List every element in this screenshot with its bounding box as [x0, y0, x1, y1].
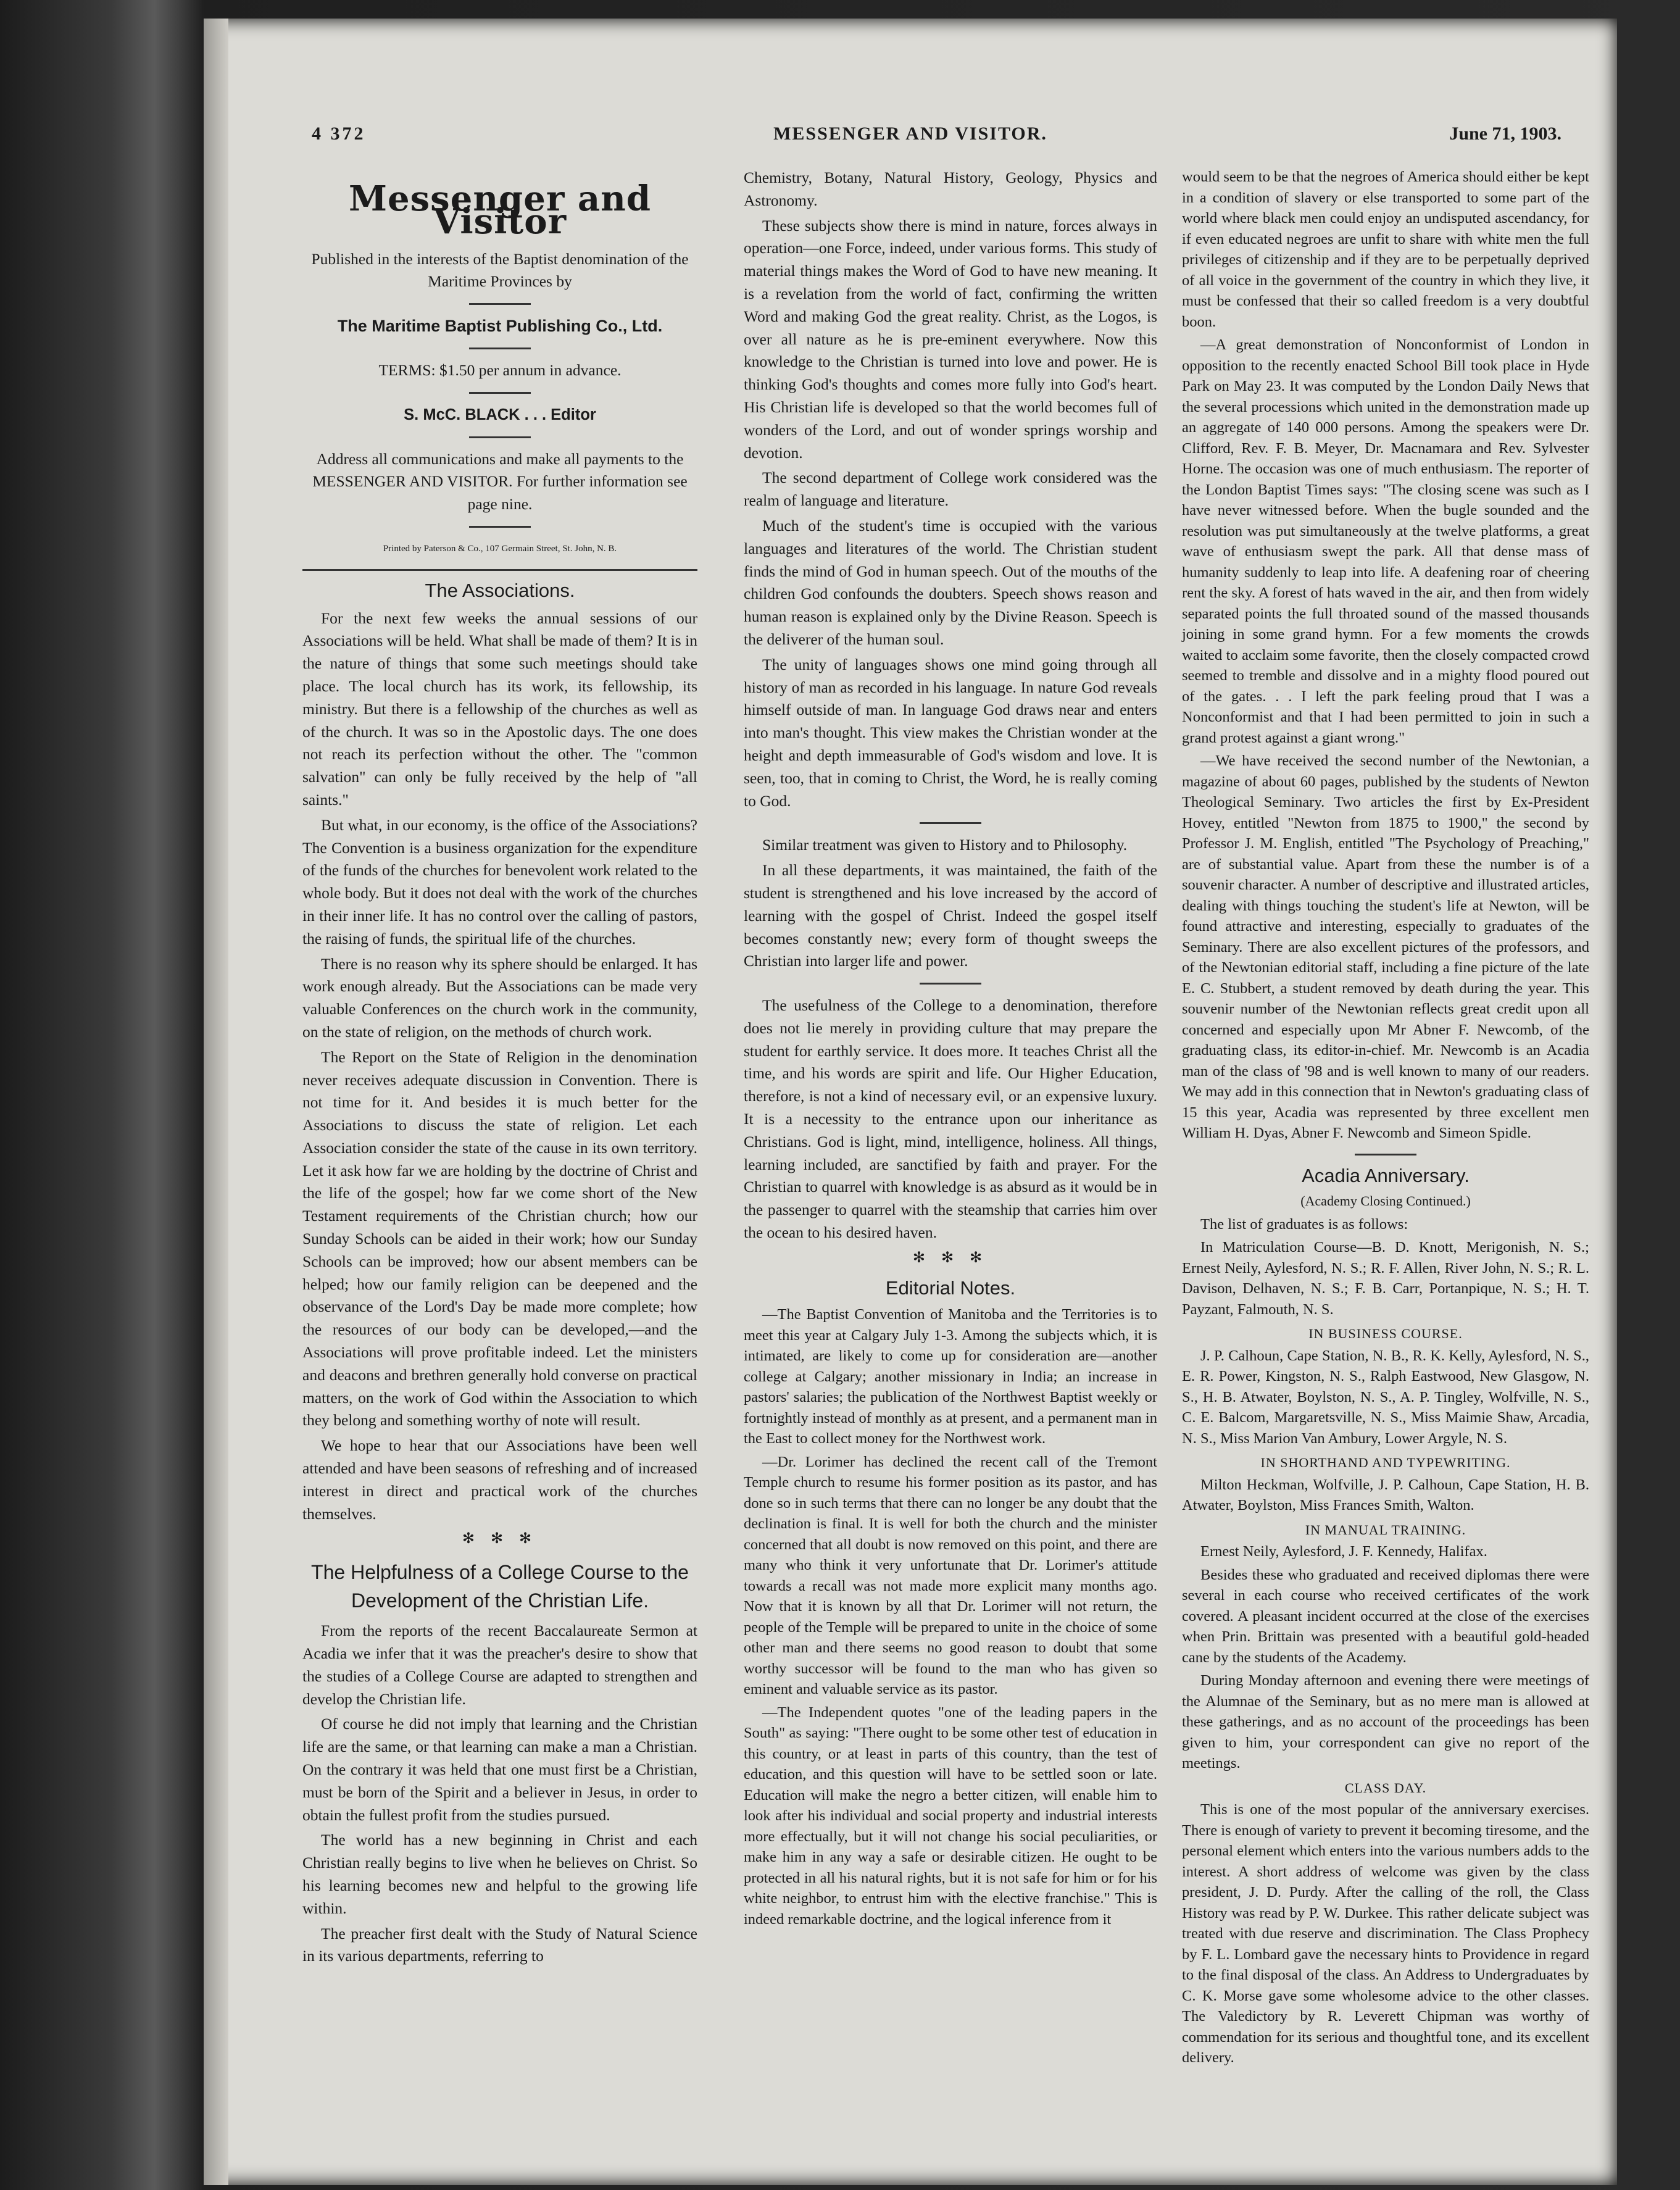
article-paragraph: The world has a new beginning in Christ and each Christian really begins to live when he believes on Christ. So his learning becomes new and helpful to the growing life within.: [302, 1831, 697, 1917]
article-paragraph: For the next few weeks the annual sessions of our Associations will be held. What shall be made of them? It is in the nature of things that some such meetings should take place. The local church has its work, its fellowship, its ministry. But there is a fellowship of the churches as well as of the church. It was so in the Apostolic days. The one does not reach its perfection without the other. The "common salvation" can only be fully received by the help of "all saints.": [302, 609, 697, 809]
subheading-academy-closing: (Academy Closing Continued.): [1300, 1193, 1471, 1209]
paper-title: Messenger and Visitor: [349, 178, 651, 242]
article-paragraph: Besides these who graduated and received diplomas there were several in each course who received certificates of the work covered. A pleasant incident occurred at the close of the exercises when Prin. Brittain was presented with a beautiful gold-headed cane by the students of the Academy.: [1182, 1566, 1589, 1666]
short-rule: [1355, 1154, 1416, 1155]
editorial-note: —A great demonstration of Nonconformist of London in opposition to the recently enacted School Bill took place in Hyde Park on May 23. It was computed by the London Daily News that the several processions which united in the demonstration made up an aggregate of 140 000 persons. Among the speakers were Dr. Clifford, Rev. F. B. Meyer, Dr. Macnamara and Rev. Sylvester Horne. The occasion was one of much enthusiasm. The reporter of the London Baptist Times says: "The closing scene was such as I have never witnessed before. When the bugle sounded and the resolution was put simultaneously at the twelve platforms, a great wave of enthusiasm swept the park. All that dense mass of humanity suddenly to leap into life. A deafening roar of cheering rent the sky. A forest of hats waved in the air, and then from widely separated points the full throated sound of the massed thousands joining in some grand hymn. For a few moments the crowds waited to acclaim some favorite, then the closely compacted crowd seemed to tremble and dissolve and in a mighty flood poured out of the gates. . . I left the park feeling proud that I was a Nonconformist and that I had been permitted to join in such a grand protest against a giant wrong.": [1182, 336, 1589, 746]
editorial-note: would seem to be that the negroes of America should either be kept in a condition of slavery or else transported to some part of the world where black men could enjoy an undisputed ascendancy, for if even educated negroes are unfit to share with white men the full privileges of citizenship and if they are to be perpetually deprived of all voice in the government of the country in which they live, it must be confessed that their so called freedom is a very doubtful boon.: [1182, 169, 1589, 330]
article-paragraph: The second department of College work considered was the realm of language and literature.: [744, 468, 1157, 510]
article-paragraph: These subjects show there is mind in nature, forces always in operation—one Force, indeed, under various forms. This study of material things makes the Word of God to have new meaning. It is a revelation from the world of fact, confirming the written Word and making God the great reality. Christ, as the Logos, is over all nature as he is pre-eminent everywhere. Now this knowledge to the Christian is turned into love and power. He is thinking God's thoughts and comes more fully into God's heart. His Christian life is developed so that the world becomes full of wonders of the Lord, and out of wonder springs worship and devotion.: [744, 216, 1157, 462]
short-rule: [469, 303, 531, 305]
heading-college-course: The Helpfulness of a College Course to the Development of the Christian Life.: [311, 1561, 689, 1612]
short-rule: [469, 348, 531, 349]
editorial-notes: [744, 1304, 1157, 1930]
running-masthead: MESSENGER AND VISITOR.: [773, 123, 1047, 144]
page-header: [204, 123, 1617, 173]
article-paragraph: The list of graduates is as follows:: [1200, 1215, 1408, 1233]
graduates-list: In Matriculation Course—B. D. Knott, Merigonish, N. S.; Ernest Neily, Aylesford, N. S.; R. F. Allen, River John, N. S.; R. L. Davison, Delhaven, N. S.; F. B. Carr, Portanpique, N. S.; H. T. Payzant, Falmouth, N. S.: [1182, 1239, 1589, 1318]
printer-credit: Printed by Paterson & Co., 107 Germain Street, St. John, N. B.: [383, 543, 617, 554]
heading-editorial-notes: Editorial Notes.: [885, 1276, 1016, 1299]
short-rule: [920, 983, 981, 985]
heading-acadia-anniversary: Acadia Anniversary.: [1302, 1164, 1470, 1186]
course-subheading: IN SHORTHAND AND TYPEWRITING.: [1260, 1455, 1511, 1470]
article-paragraph: Much of the student's time is occupied with the various languages and literatures of the world. The Christian student finds the mind of God in human speech. Out of the mouths of the children God confounds the doubters. Speech shows reason and human reason is explained only by the Divine Reason. Speech is the deliverer of the human soul.: [744, 516, 1157, 648]
short-rule: [469, 436, 531, 438]
editor-line: S. McC. BLACK . . . Editor: [404, 406, 596, 423]
article-paragraph: In all these departments, it was maintained, the faith of the student is strengthened and his love increased by the accord of learning with the gospel of Christ. Indeed the gospel itself becomes constantly new; every form of thought sweeps the Christian into larger life and power.: [744, 861, 1157, 970]
publisher-name: The Maritime Baptist Publishing Co., Ltd.: [337, 317, 663, 336]
newspaper-page: [204, 19, 1617, 2185]
article-paragraph: This is one of the most popular of the anniversary exercises. There is enough of variety to prevent it becoming tiresome, and the personal element which enters into the various numbers adds to the interest. A short address of welcome was given by the class president, J. D. Purdy. After the calling of the roll, the Class History was read by P. W. Durkee. This rather delicate subject was treated with due reserve and discrimination. The Class Prophecy by F. L. Lombard gave the necessary hints to Providence in regard to the final disposal of the class. An Address to Undergraduates by C. K. Morse gave some wholesome advice to the other classes. The Valedictory by R. Leverett Chipman was worthy of commendation for its serious and thoughtful tone, and its excellent delivery.: [1182, 1801, 1589, 2066]
article-paragraph: The Report on the State of Religion in the denomination never receives adequate discussion in Convention. There is not time for it. And besides it is much better for the Associations to discuss the state of religion. Let each Association consider the state of the cause in its own territory. Let it ask how far we are holding by the doctrine of Christ and the life of the gospel; how far we come short of the New Testament requirements of the Christian church; how our Sunday Schools can be aided in their work; how our Sunday Schools can be improved; how our absent members can be helped; how our family religion can be deepened and the observance of the Lord's Day be made more complete; how the resources of our body can be developed,—and the Associations will prove profitable indeed. Let the ministers and deacons and brethren generally hold converse on practical matters, on the work of God within the Association to which they belong and something worthy of note will result.: [302, 1047, 697, 1430]
editorial-note: —Dr. Lorimer has declined the recent call of the Tremont Temple church to resume his former position as its pastor, and has done so in such terms that there can no longer be any doubt that the declination is final. It is well for both the church and the minister concerned that all doubt is now removed on this point, and there are many who think it very unfortunate that Dr. Lorimer's attitude towards a recall was not made more explicit many months ago. Now that it is known by all that Dr. Lorimer will not return, the people of the Temple will be prepared to unite in the choice of some other man and there seems no good reason to doubt that some worthy successor will be found to the man who has given so eminent and valuable service as its pastor.: [744, 1453, 1157, 1698]
short-rule: [469, 392, 531, 394]
course-subheading: IN MANUAL TRAINING.: [1305, 1522, 1466, 1538]
editorial-note: —The Baptist Convention of Manitoba and the Territories is to meet this year at Calgary July 1-3. Among the subjects which, it is intimated, are likely to come up for consideration are—another college at Calgary; another missionary in India; an increase in pastors' salaries; the publication of the Northwest Baptist weekly or fortnightly instead of monthly as at present, and a permanent man in the East to collect money for the Northwest work.: [744, 1306, 1157, 1447]
graduates-list: Ernest Neily, Aylesford, J. F. Kennedy, Halifax.: [1200, 1543, 1487, 1560]
course-subheading: CLASS DAY.: [1344, 1780, 1427, 1796]
article-paragraph: During Monday afternoon and evening there were meetings of the Alumnae of the Seminary, but as no mere man is allowed at these gatherings, and as no account of the proceedings has been given to him, your correspondent can give no report of the meetings.: [1182, 1672, 1589, 1772]
article-paragraph: But what, in our economy, is the office of the Associations? The Convention is a business organization for the expenditure of the funds of the churches for benevolent work related to the whole body. But it does not deal with the work of the churches in their inner life. It has no control over the calling of pastors, the raising of funds, the spiritual life of the churches.: [302, 815, 697, 947]
article-paragraph: Of course he did not imply that learning and the Christian life are the same, or that learning can make a man a Christian. On the contrary it was held that one must first be a Christian, must be born of the Spirit and a believer in Jesus, in order to obtain the fullest profit from the studies pursued.: [302, 1715, 697, 1824]
article-paragraph: The unity of languages shows one mind going through all history of man as recorded in his language. In nature God reveals himself outside of man. In language God draws near and enters into man's thought. This view makes the Christian wonder at the height and depth immeasurable of God's wisdom and love. It is seen, too, that in coming to Christ, the Word, he is really coming to God.: [744, 655, 1157, 810]
subscription-terms: TERMS: $1.50 per annum in advance.: [378, 360, 622, 379]
address-note: Address all communications and make all payments to the MESSENGER AND VISITOR. For further information see page nine.: [312, 449, 688, 514]
article-paragraph: Chemistry, Botany, Natural History, Geology, Physics and Astronomy.: [744, 169, 1157, 209]
short-rule: [469, 526, 531, 528]
page-number: 4 372: [312, 123, 366, 144]
ornament-stars: ✻ ✻ ✻: [912, 1249, 989, 1266]
article-paragraph: From the reports of the recent Baccalaureate Sermon at Acadia we infer that it was the preacher's desire to show that the studies of a College Course are adapted to strengthen and develop the Christian life.: [302, 1622, 697, 1708]
graduates-list: J. P. Calhoun, Cape Station, N. B., R. K. Kelly, Aylesford, N. S., E. R. Power, Kingston, N. S., Ralph Eastwood, New Glasgow, N. S., H. B. Atwater, Boylston, N. S., A. P. Tingley, Wolfville, N. S., C. E. Balcom, Margaretsville, N. S., Miss Maimie Shaw, Arcadia, N. S., Miss Marion Van Ambury, Lower Argyle, N. S.: [1182, 1347, 1589, 1447]
article-paragraph: We hope to hear that our Associations have been well attended and have been seasons of refreshing and of increased interest in direct and practical work of the churches themselves.: [302, 1436, 697, 1523]
graduates-list: Milton Heckman, Wolfville, J. P. Calhoun, Cape Station, H. B. Atwater, Boylston, Miss Frances Smith, Walton.: [1182, 1476, 1589, 1513]
issue-date: June 71, 1903.: [1449, 123, 1561, 144]
ornament-stars: ✻ ✻ ✻: [462, 1531, 538, 1547]
article-paragraph: There is no reason why its sphere should be enlarged. It has work enough already. But the Associations can be made very valuable Conferences on the church work in the community, on the state of religion, on the methods of church work.: [302, 954, 697, 1041]
article-paragraph: The preacher first dealt with the Study of Natural Science in its various departments, referring to: [302, 1924, 697, 1965]
page-edge-shadow: [204, 19, 228, 2185]
column-1: [302, 167, 697, 1970]
article-paragraph: Similar treatment was given to History and to Philosophy.: [762, 836, 1128, 854]
column-2: [744, 167, 1157, 1932]
editorial-note: —The Independent quotes "one of the leading papers in the South" as saying: "There ought to be some other test of education in this country, or at least in parts of this country, than the test of education, and this question will have to be settled soon or late. Education will make the negro a better citizen, will enable him to look after his individual and social property and industrial interests more effectually, but it will not change his social peculiarities, or make him in any way a safe or desirable citizen. He ought to be protected in all his natural rights, but it is not safe for him or for his white neighbor, to entrust him with the elective franchise." This is indeed remarkable doctrine, and the logical inference from it: [744, 1704, 1157, 1928]
heading-associations: The Associations.: [425, 579, 575, 601]
column-3: [1182, 167, 1589, 2071]
course-subheading: IN BUSINESS COURSE.: [1308, 1326, 1463, 1341]
article-paragraph: The usefulness of the College to a denomination, therefore does not lie merely in providing culture that may prepare the student for earthly service. It does more. It teaches Christ all the time, and his words are spirit and life. Our Higher Education, therefore, is not a kind of necessary evil, or an expensive luxury. It is a necessity to the entrance upon our inheritance as Christians. God is light, mind, intelligence, holiness. All things, learning included, are sanctified by faith and prayer. For the Christian to quarrel with knowledge is as absurd as it would be in the passenger to quarrel with the steamship that carries him over the ocean to his desired haven.: [744, 996, 1157, 1242]
section-divider: [302, 569, 697, 571]
short-rule: [920, 822, 981, 824]
published-note: Published in the interests of the Baptist denomination of the Maritime Provinces by: [311, 249, 689, 291]
editorial-note: —We have received the second number of the Newtonian, a magazine of about 60 pages, published by the students of Newton Theological Seminary. Two articles the first by Ex-President Hovey, entitled "Newton from 1875 to 1900," the second by Professor J. M. English, entitled "The Psychology of Preaching," are of substantial value. Apart from these the number is of a souvenir character. A number of descriptive and illustrated articles, dealing with things touching the student's life at Newton, will be found attractive and interesting, especially to graduates of the Seminary. There are also excellent pictures of the professors, and of the Newtonian editorial staff, including a fine picture of the late E. C. Stubbert, a student removed by death during the year. This souvenir number of the Newtonian reflects great credit upon all concerned and especially upon Mr Abner F. Newcomb, of the graduating class, its editor-in-chief. Mr. Newcomb is an Acadia man of the class of '98 and is well known to many of our readers. We may add in this connection that in Newton's graduating class of 15 this year, Acadia was represented by three excellent men William H. Dyas, Abner F. Newcomb and Simeon Spidle.: [1182, 752, 1589, 1141]
